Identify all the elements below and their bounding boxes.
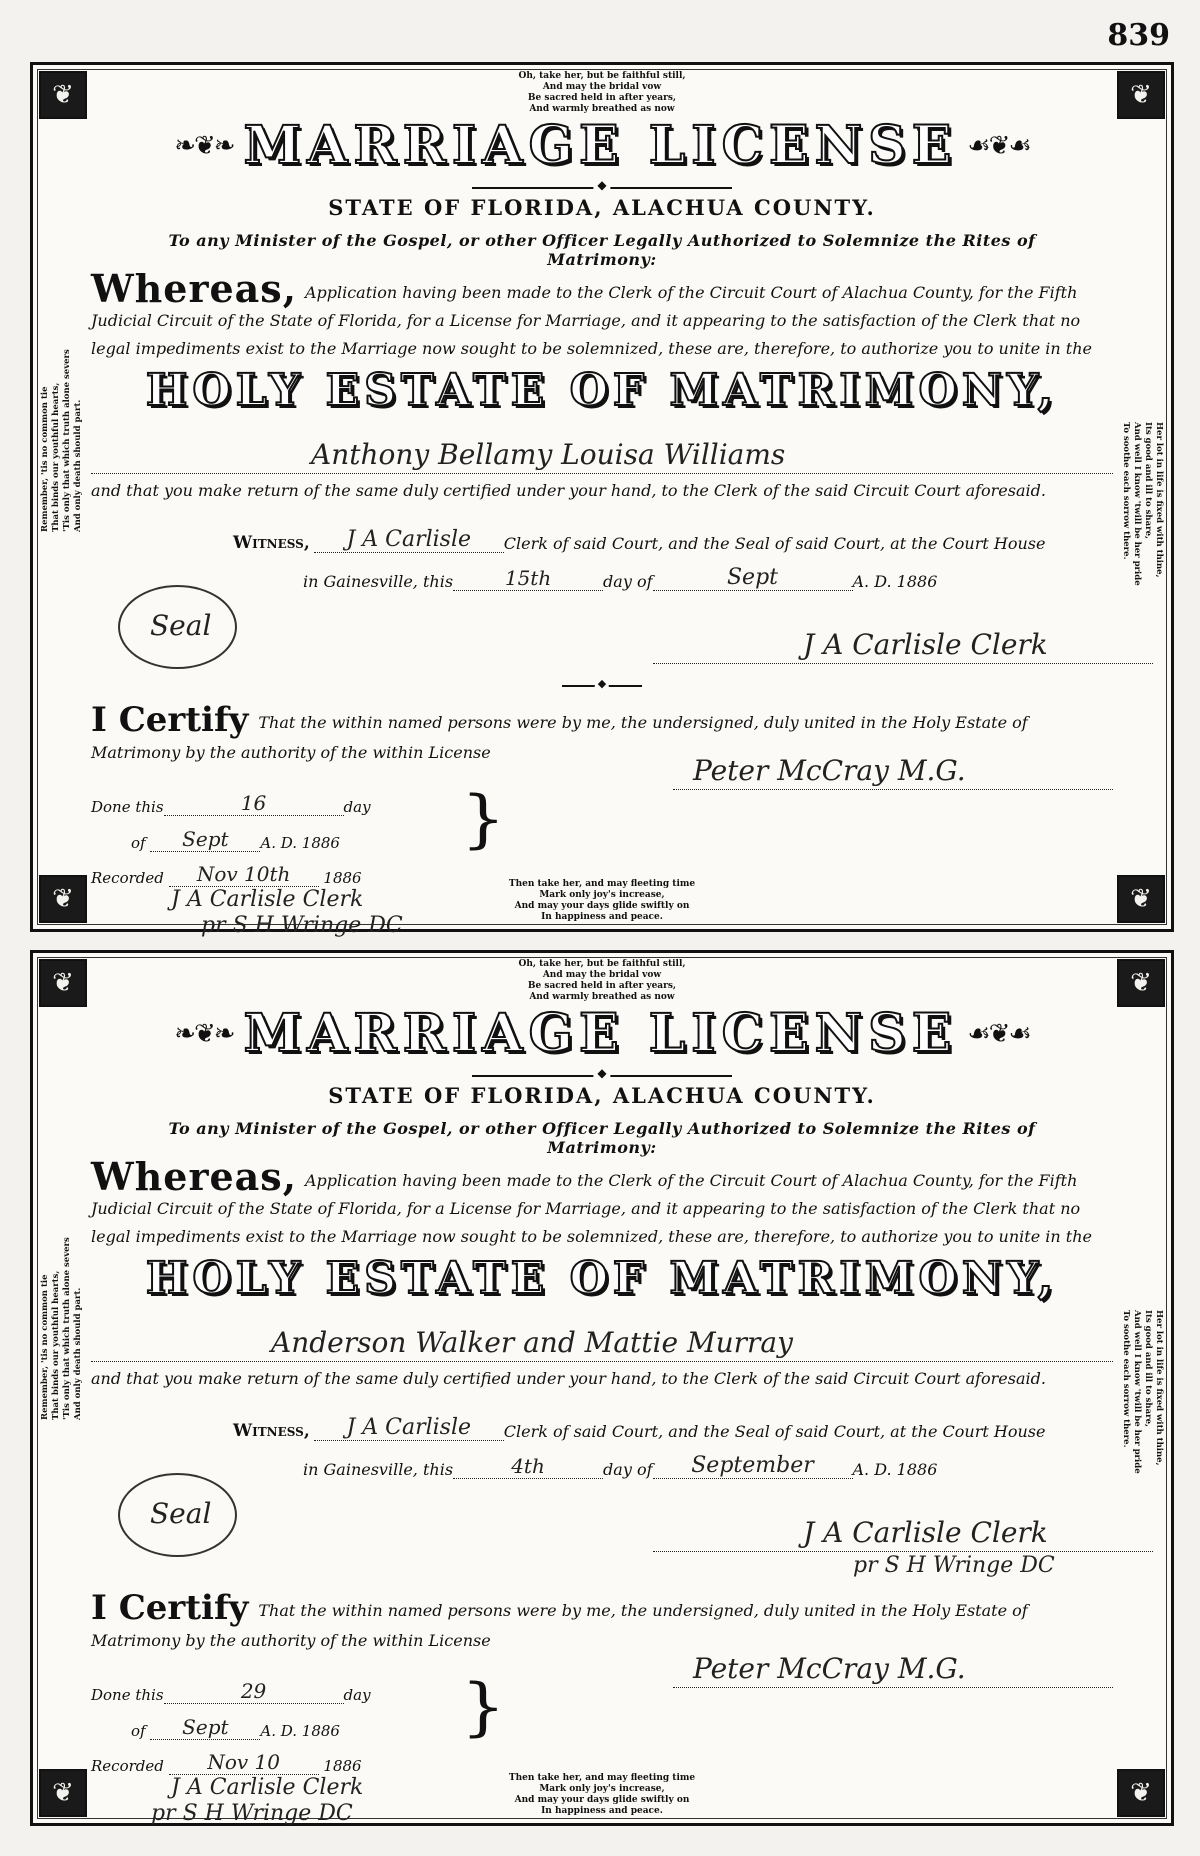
minister-signature-line — [673, 745, 1113, 790]
done-block: Done this 16 day of Sept A. D. 1886 } — [91, 782, 506, 856]
issue-year: 1886 — [896, 572, 938, 591]
state-heading: STATE OF FLORIDA, ALACHUA COUNTY. — [328, 195, 876, 220]
done-year: 1886 — [301, 834, 340, 852]
recorded-signature: J A Carlisle Clerk — [171, 887, 364, 912]
address-line: To any Minister of the Gospel, or other Officer Legally Authorized to Solemnize the Rites of Matrimony: — [168, 1119, 1036, 1157]
ornament-corner-icon: ❦ — [39, 959, 87, 1007]
title-row — [33, 1003, 1171, 1064]
verse-top: Oh, take her, but be faithful still, And may the bridal vow Be sacred held in after years, And warmly breathed as now — [518, 959, 686, 1002]
witness-signature: J A Carlisle — [314, 527, 504, 553]
minister-signature: Peter McCray M.G. — [693, 1652, 966, 1685]
couple-names: Anthony Bellamy Louisa Williams — [311, 438, 786, 471]
flourish-icon: ❧❦❧ — [174, 1018, 234, 1049]
done-month: Sept — [150, 827, 260, 852]
recorded-block: Recorded Nov 10th 1886 J A Carlisle Clerk pr S H Wringe DC — [91, 855, 651, 939]
recorded-year: 1886 — [323, 1757, 362, 1775]
done-month: Sept — [150, 1715, 260, 1740]
couple-names-line — [91, 1321, 1113, 1362]
issue-year: 1886 — [896, 1460, 938, 1479]
ornament-corner-icon: ❦ — [39, 875, 87, 923]
done-year: 1886 — [301, 1722, 340, 1740]
ornament-corner-icon: ❦ — [1117, 1769, 1165, 1817]
witness-row: Witness, J A Carlisle Clerk of said Court, and the Seal of said Court, at the Court House — [233, 1415, 1046, 1441]
divider — [562, 685, 642, 687]
ornament-corner-icon: ❦ — [1117, 71, 1165, 119]
certify-word: I Certify — [91, 1588, 249, 1628]
license-title: MARRIAGE LICENSE — [243, 115, 958, 176]
recorded-block: Recorded Nov 10 1886 J A Carlisle Clerk pr S H Wringe DC — [91, 1743, 651, 1827]
side-verse-left: Remember, 'tis no common tie That binds our youthful hearts, 'Tis only that which truth alone severs And only death should part. — [40, 1237, 83, 1420]
return-text: and that you make return of the same duly certified under your hand, to the Clerk of the said Circuit Court aforesaid. — [91, 481, 1046, 500]
done-block: Done this 29 day of Sept A. D. 1886 } — [91, 1670, 506, 1744]
divider — [472, 187, 732, 189]
couple-names: Anderson Walker and Mattie Murray — [271, 1326, 793, 1359]
side-verse-left: Remember, 'tis no common tie That binds our youthful hearts, 'Tis only that which truth alone severs And only death should part. — [40, 349, 83, 532]
couple-names-line — [91, 433, 1113, 474]
ornament-corner-icon: ❦ — [39, 1769, 87, 1817]
verse-top: Oh, take her, but be faithful still, And may the bridal vow Be sacred held in after years, And warmly breathed as now — [518, 71, 686, 114]
recorded-deputy-signature: pr S H Wringe DC — [151, 1801, 353, 1826]
clerk-deputy-signature: pr S H Wringe DC — [853, 1553, 1055, 1578]
clerk-signature: J A Carlisle Clerk — [803, 628, 1048, 661]
issue-date-row: in Gainesville, this 4th day of September A. D. 1886 — [303, 1453, 938, 1479]
holy-estate-heading: HOLY ESTATE OF MATRIMONY, — [145, 365, 1059, 416]
return-text: and that you make return of the same duly certified under your hand, to the Clerk of the said Circuit Court aforesaid. — [91, 1369, 1046, 1388]
verse-bottom: Then take her, and may fleeting time Mark only joy's increase, And may your days glide swiftly on In happiness and peace. — [508, 879, 696, 922]
issue-month: September — [653, 1453, 853, 1479]
side-verse-right: Her lot in life is fixed with thine, Its good and ill to share, And well I know 'twill be her pride To soothe each sorrow there. — [1121, 1310, 1164, 1474]
recorded-signature: J A Carlisle Clerk — [171, 1775, 364, 1800]
flourish-icon: ❧❦❧ — [174, 130, 234, 161]
divider — [472, 1075, 732, 1077]
holy-estate-heading: HOLY ESTATE OF MATRIMONY, — [145, 1253, 1059, 1304]
issue-date-row: in Gainesville, this 15th day of Sept A. D. 1886 — [303, 565, 938, 591]
done-day: 16 — [164, 791, 344, 816]
whereas-word: Whereas, — [91, 266, 297, 311]
minister-signature-line — [673, 1643, 1113, 1688]
marriage-license-1 — [30, 62, 1174, 938]
brace-icon: } — [461, 782, 506, 856]
minister-signature: Peter McCray M.G. — [693, 754, 966, 787]
address-line: To any Minister of the Gospel, or other Officer Legally Authorized to Solemnize the Rites of Matrimony: — [168, 231, 1036, 269]
witness-row: Witness, J A Carlisle Clerk of said Court, and the Seal of said Court, at the Court House — [233, 527, 1046, 553]
certify-word: I Certify — [91, 700, 249, 740]
ornament-corner-icon: ❦ — [39, 71, 87, 119]
title-row — [33, 115, 1171, 176]
issue-day: 15th — [453, 566, 603, 591]
ornament-corner-icon: ❦ — [1117, 875, 1165, 923]
state-heading: STATE OF FLORIDA, ALACHUA COUNTY. — [328, 1083, 876, 1108]
clerk-signature-line — [653, 617, 1153, 664]
seal-stamp: Seal — [118, 585, 237, 669]
verse-bottom: Then take her, and may fleeting time Mark only joy's increase, And may your days glide swiftly on In happiness and peace. — [508, 1773, 696, 1816]
recorded-date: Nov 10 — [169, 1750, 319, 1775]
side-verse-right: Her lot in life is fixed with thine, Its good and ill to share, And well I know 'twill be her pride To soothe each sorrow there. — [1121, 422, 1164, 586]
done-day: 29 — [164, 1679, 344, 1704]
certify-paragraph: I Certify That the within named persons were by me, the undersigned, duly united in the Holy Estate of Matrimony by the authority of the within License — [91, 1588, 1028, 1650]
page-number: 839 — [1107, 18, 1170, 53]
issue-month: Sept — [653, 565, 853, 591]
issue-day: 4th — [453, 1454, 603, 1479]
whereas-paragraph: Whereas, Application having been made to the Clerk of the Circuit Court of Alachua County, for the Fifth Judicial Circuit of the State of Florida, for a License for Marriage, and it appearing to the satisfaction of the Clerk that no legal impediments exist to the Marriage now sought to be solemnized, these are, therefore, to authorize you to unite in the — [91, 1154, 1092, 1246]
brace-icon: } — [461, 1670, 506, 1744]
whereas-word: Whereas, — [91, 1154, 297, 1199]
recorded-deputy-signature: pr S H Wringe DC — [201, 913, 403, 938]
marriage-license-2 — [30, 950, 1174, 1826]
license-title: MARRIAGE LICENSE — [243, 1003, 958, 1064]
seal-stamp: Seal — [118, 1473, 237, 1557]
flourish-icon: ☙❦☙ — [967, 1018, 1030, 1049]
witness-signature: J A Carlisle — [314, 1415, 504, 1441]
recorded-date: Nov 10th — [169, 862, 319, 887]
clerk-signature: J A Carlisle Clerk — [803, 1516, 1048, 1549]
flourish-icon: ☙❦☙ — [967, 130, 1030, 161]
certify-paragraph: I Certify That the within named persons were by me, the undersigned, duly united in the Holy Estate of Matrimony by the authority of the within License — [91, 700, 1028, 762]
clerk-signature-line — [653, 1505, 1153, 1552]
recorded-year: 1886 — [323, 869, 362, 887]
whereas-paragraph: Whereas, Application having been made to the Clerk of the Circuit Court of Alachua County, for the Fifth Judicial Circuit of the State of Florida, for a License for Marriage, and it appearing to the satisfaction of the Clerk that no legal impediments exist to the Marriage now sought to be solemnized, these are, therefore, to authorize you to unite in the — [91, 266, 1092, 358]
ornament-corner-icon: ❦ — [1117, 959, 1165, 1007]
